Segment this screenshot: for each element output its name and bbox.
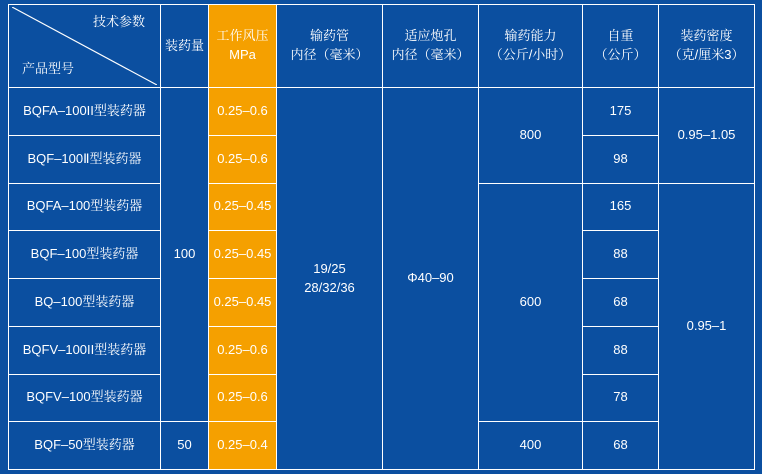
charge-amount-merged-bottom: 50 [161,422,209,470]
pressure-cell: 0.25–0.45 [209,279,277,327]
header-density-line2: （克/厘米3） [668,47,745,62]
model-cell: BQF–100型装药器 [9,231,161,279]
header-pipe-inner-diameter [277,5,383,88]
header-pipe-line2: 内径（毫米） [290,47,369,62]
model-cell: BQFA–100II型装药器 [9,88,161,136]
header-product-model-label: 产品型号 [22,61,75,77]
header-working-pressure [209,5,277,88]
table-row [9,88,755,136]
header-charge-amount-label: 装药量 [164,37,204,53]
header-hole-line1: 适应炮孔 [404,28,457,44]
weight-cell: 88 [583,231,659,279]
header-capacity [479,5,583,88]
pressure-cell: 0.25–0.6 [209,326,277,374]
hole-diameter-merged: Φ40–90 [383,88,479,470]
pressure-cell: 0.25–0.6 [209,374,277,422]
header-weight-line1: 自重 [607,28,634,44]
model-cell: BQ–100型装药器 [9,279,161,327]
density-cell-bottom: 0.95–1 [659,183,755,470]
weight-cell: 78 [583,374,659,422]
weight-cell: 98 [583,135,659,183]
header-hole-line2: 内径（毫米） [391,47,470,62]
weight-cell: 165 [583,183,659,231]
header-working-pressure-line1: 工作风压 [216,28,269,44]
weight-cell: 88 [583,326,659,374]
header-density-line1: 装药密度 [680,28,733,44]
pressure-cell: 0.25–0.45 [209,231,277,279]
capacity-cell-600: 600 [479,183,583,422]
header-weight-line2: （公斤） [594,47,647,62]
header-charge-amount [161,5,209,88]
header-corner-cell [9,5,161,88]
capacity-cell-800: 800 [479,88,583,184]
header-capacity-line2: （公斤/小时） [489,47,572,62]
header-density [659,5,755,88]
pressure-cell: 0.25–0.6 [209,88,277,136]
density-cell-top: 0.95–1.05 [659,88,755,184]
specification-table [8,4,755,470]
model-cell: BQFV–100II型装药器 [9,326,161,374]
pipe-diameter-merged [277,88,383,470]
pipe-diameter-line1: 19/25 [313,260,346,276]
capacity-cell-400: 400 [479,422,583,470]
weight-cell: 68 [583,422,659,470]
table-header-row [9,5,755,88]
model-cell: BQF–100Ⅱ型装药器 [9,135,161,183]
weight-cell: 175 [583,88,659,136]
pressure-cell: 0.25–0.6 [209,135,277,183]
header-working-pressure-line2: MPa [229,47,256,62]
pipe-diameter-line2: 28/32/36 [304,279,355,295]
pressure-cell: 0.25–0.45 [209,183,277,231]
model-cell: BQFA–100型装药器 [9,183,161,231]
header-capacity-line1: 输药能力 [504,28,557,44]
weight-cell: 68 [583,279,659,327]
header-pipe-line1: 输药管 [309,28,349,44]
pressure-cell: 0.25–0.4 [209,422,277,470]
header-weight [583,5,659,88]
header-tech-params-label: 技术参数 [92,14,145,29]
header-hole-inner-diameter [383,5,479,88]
model-cell: BQF–50型装药器 [9,422,161,470]
model-cell: BQFV–100型装药器 [9,374,161,422]
charge-amount-merged-top: 100 [161,88,209,422]
